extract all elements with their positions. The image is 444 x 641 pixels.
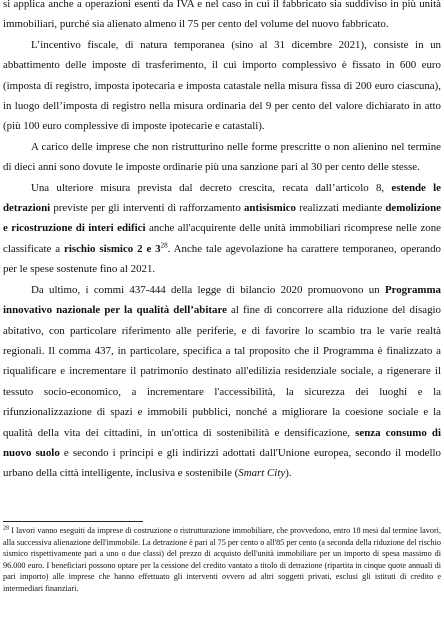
bold-phrase: Programma innovativo nazionale per la qualità dell’abitare: [3, 283, 441, 317]
bold-phrase: demolizione e ricostruzione di interi edifici: [3, 202, 442, 235]
footnote-reference[interactable]: 28: [160, 241, 168, 250]
bold-phrase: rischio sismico 2 e 3: [64, 242, 161, 255]
paragraph-penalty: A carico delle imprese che non ristrutturino nelle forme prescritte o non alienino nel termine di dieci anni sono dovute le imposte ordinarie più una sanzione pari al 30 per cento delle stesse.: [3, 140, 441, 174]
paragraph-fiscal-incentive: L’incentivo fiscale, di natura temporanea (sino al 31 dicembre 2021), consiste in un abbattimento delle imposte di trasferimento, il cui importo complessivo è fissato in 600 euro (imposta di registro, imposta ipotecaria e imposta catastale nella misura fissa di 200 euro ciascuna), in luogo dell’imposta di registro nella misura ordinaria del 9 per cento del valore dichiarato in atto (più 100 euro complessive di imposte ipotecarie e catastali).: [3, 38, 441, 133]
text-segment: ).: [285, 467, 292, 480]
footnote-separator: [3, 521, 143, 522]
text-segment: Una ulteriore misura prevista dal decreto crescita, recata dall’articolo 8,: [31, 181, 392, 194]
bold-phrase: estende le detrazioni: [3, 181, 442, 215]
text-segment: al fine di concorrere alla riduzione del disagio abitativo, con particolare riferimento alle periferie, e di favorire lo scambio tra le varie realtà regionali. Il comma 437, in particolare, specifica a tal proposito che il Programma è finalizzato a riqualificare e incrementare il patrimonio destinato all'edilizia residenziale sociale, a rigenerare il tessuto socio-economico, a incrementare l'accessibilità, la sicurezza dei luoghi e la rifunzionalizzazione di spazi e immobili pubblici, nonché a migliorare la coesione sociale e la qualità della vita dei cittadini, in un'ottica di sostenibilità e densificazione,: [3, 304, 441, 439]
text-segment: . Anche tale agevolazione ha carattere temporaneo, operando per le spese sostenute fino al 2021.: [3, 242, 441, 276]
bold-phrase: senza consumo di nuovo suolo: [3, 426, 441, 459]
footnote-number: 28: [3, 525, 9, 532]
paragraph-seismic-deductions: [3, 178, 441, 280]
text-segment: Da ultimo, i commi 437-444 della legge di bilancio 2020 promuovono un: [31, 283, 385, 296]
footnote: [3, 525, 441, 595]
text-segment: anche all'acquirente delle unità immobiliari ricomprese nelle zone classificate a: [3, 222, 441, 255]
italic-phrase: Smart City: [238, 467, 286, 480]
text-segment: e secondo i principi e gli indirizzi adottati dall'Unione europea, secondo il modello urbano della città intelligente, inclusiva e sostenibile (: [3, 446, 441, 480]
text-segment: previste per gli interventi di rafforzamento: [50, 202, 244, 215]
paragraph-housing-programme: [3, 280, 441, 484]
paragraph-continuation: si applica anche a operazioni esenti da IVA e nel caso in cui il fabbricato sia suddiviso in più unità immobiliari, purché sia alienato almeno il 75 per cento del volume del nuovo fabbricato.: [3, 0, 441, 31]
bold-phrase: antisismico: [243, 202, 297, 215]
body-text: [3, 0, 441, 484]
text-segment: realizzati mediante: [296, 202, 386, 215]
footnote-text: I lavori vanno eseguiti da imprese di costruzione o ristrutturazione immobiliare, che provvedono, entro 18 mesi dal termine lavori, alla successiva alienazione dell'immobile. La detrazione è pari al 75 per cento o all'85 per cento (a seconda della riduzione del rischio sismico rispettivamente pari a uno o due classi) del prezzo di acquisto dell'unità immobiliare per un importo di spesa massimo di 96.000 euro. I beneficiari possono optare per la cessione del credito vantato a titolo di detrazione (ripartita in cinque quote annuali di pari importo) alle imprese che hanno effettuato gli interventi ovvero ad altri soggetti privati, esclusi gli istituti di credito e intermediari finanziari.: [3, 526, 441, 593]
